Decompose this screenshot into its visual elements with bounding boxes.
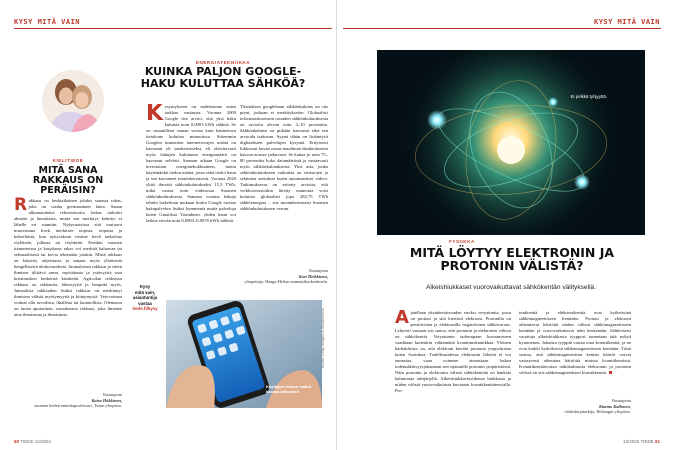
signature-title: väitöskirjatutkija, Helsingin yliopisto. <box>564 409 631 414</box>
dropcap: K <box>146 104 164 126</box>
signature-title: suomen kielen emeritaprofessori, Turun yliopisto. <box>34 403 122 408</box>
signature-name: Kimmo Kallonen, <box>599 403 631 409</box>
signature-name: Kaisa Häkkinen, <box>91 397 122 403</box>
sidebar-line: vastaa <box>138 300 152 306</box>
kicker-physics: FYSIIKKA <box>449 239 475 244</box>
kicker-energy: ENERGIATEKNIIKKA <box>195 60 251 65</box>
dropcap: A <box>395 310 409 328</box>
body-text: jatellaan yksinkertaisuuden vuoksi vetyatomia, jossa on protoni ja sitä kiertävä elektroni. Protonilla on positiivinen ja elektronilla negatiivinen sähkövaraus. Lyhyesti vastaan siis sanoa, että protonin ja elektronin välissä on sähkökenttä. Vetyatomin tarkempaan kuvaamiseen vaaditaan kuitenkin välttämättä kvanttimekaniikkaa. Yleinen harhakäsitys on, että elektroni kiertää protonia ympyrärataa kuten Aurinkoa. Todellisuudessa elektronin liikettä ei voi ennustaa, vaan voimme ainoastaan laskea todennäköisyysjakauman sen sijainnille protonin ympäristössä. Näin protonin ja elektronin välistä sähkökenttää on hankala hahmottaa arkijärjellä. Alkeishiukkasfysiikassa hiukkasia ja niiden välistä vuorovaikutusta kuvataan kvanttikenttäteorialla. Pro- <box>395 310 511 393</box>
article-love-body <box>14 195 122 318</box>
sidebar-link[interactable]: tiede.fi/kysy <box>132 306 158 311</box>
page-number: 60 <box>14 439 20 444</box>
sidebar-box <box>128 284 162 312</box>
magazine-issue: 12/2022 TIEDE <box>623 439 654 444</box>
body-text: Yksittäisen googlehaun sähkönkulutus on siis pieni, joskaan ei merkityksetön. Globaalisti informaatioseturin osuuden sähkönkulutuksesta on arvioitu olevan noin 4–10 prosenttia. Sähkönkulutus on pitkään kasvanut eikä sen arvioida taittuvan. Syynä tähän on lisääntyvä digitaalisten palvelujen kysyntä. Erityisesti liikkuvan kuvan osuus maailman datakeskusten kasvua nousee jatkuvasti. Se kattaa jo noin 75–80 prosenttia koko datamäärästä ja vastaavasti myös sähkönkulutuksesta. Yksi asia, jonka sähkönkulutukseen vaikuttaa on sivustojen ja selainten asetukset kuten automaattiset videot. Tutkimuksessa on esitetty arvioita, että verkkosivustoihin liitetty mainonta voisi kuluttaa globaalisti jopa 282,75 TWh sähköenergiaa – siis moninkertaisesti Suomen sähkönkulutukseen verran. <box>240 104 328 211</box>
signature-title: yliopettaja, Haaga-Helian ammattikorkeakoulu. <box>244 279 328 284</box>
headline-love: MITÄ SANA RAKKAUS ON PERÄISIN? <box>32 165 104 196</box>
section-rule <box>343 28 661 29</box>
body-text: akkaus on keskiaikainen johdos sanasta rakas, joka on vanha germaaninen laina. Sanan alkumuodoksi rekonstruoitu frakaz tarkoitti ahnetta ja himokasta, mutta sen merkitys kehittyi ei lähelle eri suuntiin. Nykyruotsissa sitä vastaava murreasana frack merkitsee nopeaa, reipasta ja kekseliästä, kun nykysaksan vastine frech tarkoittaa röyhkeää, julkeaa tai röyhkeää. Etenkin suomen itämurteissa ja karjalassa rakas voi merkitä haluavaa tai seksuaalisesti tai kovia tekemään jotakin. Mistä rakkaus on käytetty ohjeistusta ja sanaan myös ylhäisestä hengellisestä ulottuvuudesta. Juumalaisen rakkaus ja sitten ihmisen tilittävä armo, myötätunto ja ystävyyttä osat kristinuskon keskeisiä käsitteitä. Agricolan teoksissa rakkaus on rakkautta, läheisyyttä ja lempeää myös. Jumaalista rakkauden lisäksi rakkaus on merkinnyt ihmisten välistä myötymyyttä ja kiintymystä. Vetovoimaa voimat olla arvoilista, lihallista tai luonnollista. Olemassa on tuona aputarinen, varaukseton rakkaus, joka ilmenee aina ilmaistuna ja ilmaistuna. <box>14 198 122 317</box>
sidebar-line: mitä vain, <box>134 289 156 295</box>
signature-google <box>240 268 328 285</box>
signature-role: Vastaajana <box>308 268 328 273</box>
folio <box>623 439 660 444</box>
body-text: tonikenttä ja elektronikenttä ovat kytkettyinä sähkömagneettiseen kenttään. Protoni ja elektroni aiheuttavat häiriöitä niiden välissä sähkömagneettiseen kenttään ja vuorovaikuttavat näin keskenään. Sähköisesti varattuja alkeishiukkasia tyypposi tunnetaan tätä nykyä kymmenen. Jokaista tyyppiä vastaa oma kvanttikenttä, ja ne ovat kaikki kytköksissä sähkömagneettiseen kenttään. Tästä seuraa, että sähkömagneettisen kentän häiriöt voivat vastaavasti aiheuttaa häiriöitä muissa kvanttikentissä. Kvanttikenttäteorian näkökulmasta elektronin ja protonin välissä on siis sähkömagneettisen kvanttikenttä. <box>519 310 631 375</box>
section-rule <box>14 28 332 29</box>
portrait-photo <box>42 70 104 132</box>
dropcap: R <box>14 195 28 215</box>
phone-photo <box>166 300 322 408</box>
article-google-col1 <box>146 104 236 304</box>
kicker-linguistics: KIELITIEDE <box>52 158 84 163</box>
signature-name: Kari Heikkinen, <box>298 273 328 279</box>
article-electron-col2 <box>519 310 631 396</box>
photo-caption: Ei pelkkä tyhjyyttä. <box>570 94 607 99</box>
signature-role: Vastaajana <box>102 392 122 397</box>
signature-love <box>14 392 122 409</box>
magazine-issue: TIEDE 12/2022 <box>20 439 52 444</box>
sidebar-line: Kysy <box>139 284 151 289</box>
article-electron-col1 <box>395 310 511 402</box>
article-google-col2 <box>240 104 328 264</box>
signature-electron <box>519 398 631 415</box>
photo-credit: Kuvat: Getty Images & Shutterstock <box>321 308 325 369</box>
page-number: 61 <box>654 439 660 444</box>
deck: Alkeishiukkaset vuorovaikuttavat sähkökentän välityksellä. <box>425 284 597 291</box>
section-title: KYSY MITÄ VAIN <box>593 18 660 26</box>
sidebar-line: asiantuntija <box>132 295 158 300</box>
headline-electron: MITÄ LÖYTYY ELEKTRONIN JA PROTONIN VÄLISTÄ? <box>409 245 615 274</box>
folio <box>14 439 51 444</box>
phone-caption: Käyttäjien tiedon määrä kasvaa jatkuvasti <box>266 384 312 394</box>
right-page <box>337 0 674 450</box>
body-text: ysymykseen on mahdotonta antaa tarkkaa vastausta. Vuonna 2009 Google itse arvioi, että yksi haku kuluttaa noin 0,0003 kWh sähköä. Se on suunnilleen saman verran kuin kannettava tietokone kuluttaa minuutissa. Sittemmin Googlen tuntemien internetsivujen määrä on kasvanut yli satakertaiseksi, eli oletettavasti myös hakujen kuluttama energiamäärä on kasvanut selvästi. Samaan aikaan Google on investoinut energiatehokkuuteen, mutta käytetäänkö tiedon määrä, joten sekä tiedot haun ja sen kasvaneet moninkertaisesti. Vuonna 2020 yhtiö ilmoitti sähkönkulutukseksi 15,5 TWh, mikä vastaa noin viidesosaa Suomen sähkönkulutuksesta. Samana vuonna hakuja tehtiin laskelman mukaan koska Google tuottaa hakupalvelun lisäksi kymmeniä muita palveluja kuten Gmailista Youtubeen, yhden haun voi laskea vievän noin 0,0003–0,0076 kWh sähköä. <box>146 104 236 223</box>
end-mark <box>609 371 612 374</box>
headline-google: KUINKA PALJON GOOGLE-HAKU KULUTTAA SÄHKÖÄ? <box>140 65 306 90</box>
signature-role: Vastaajana <box>611 398 631 403</box>
section-title: KYSY MITÄ VAIN <box>14 18 81 26</box>
